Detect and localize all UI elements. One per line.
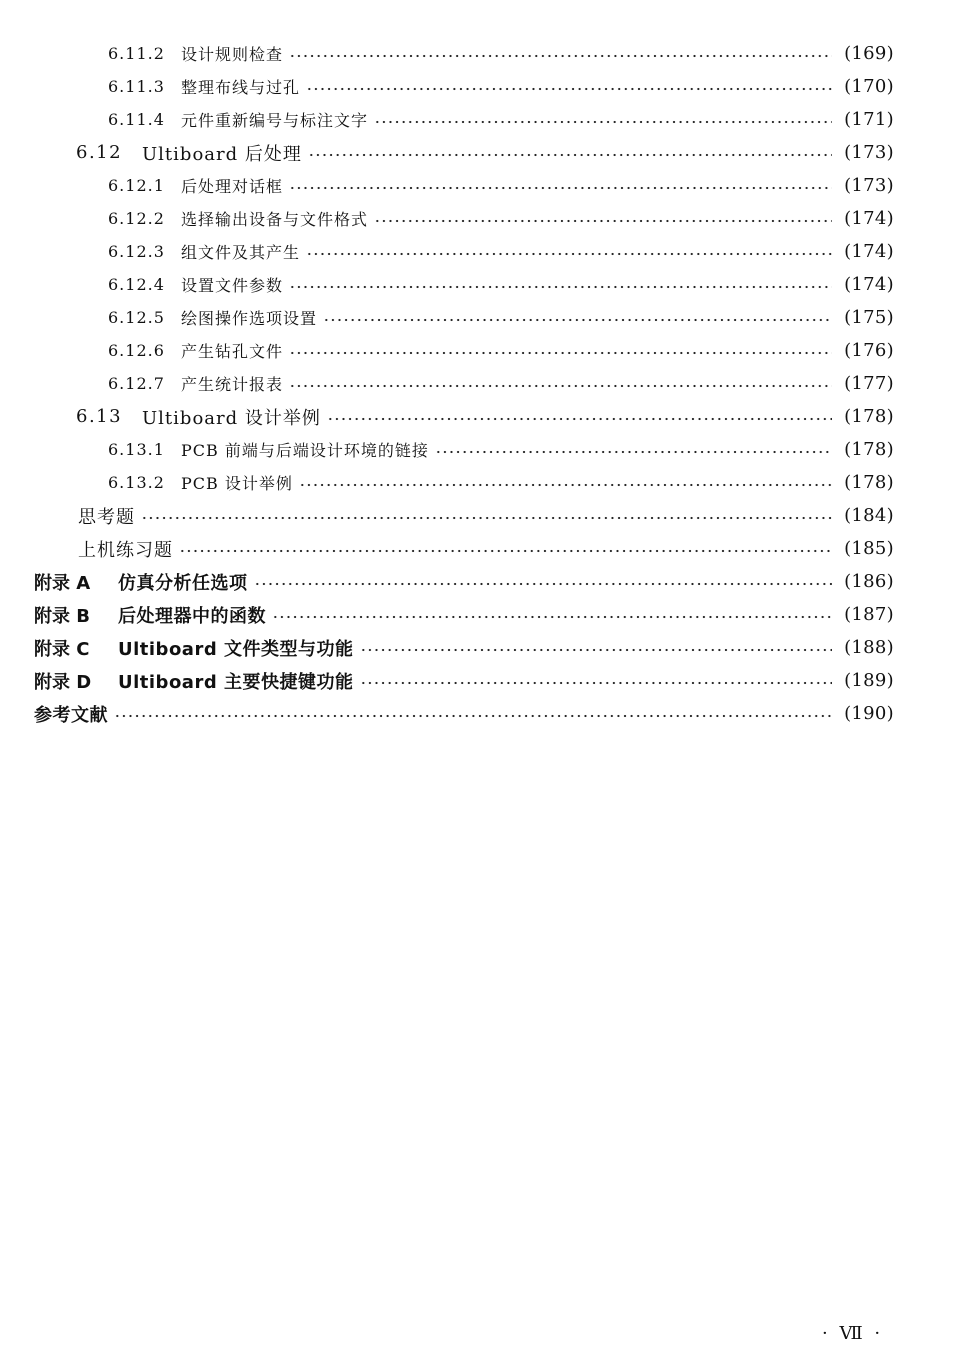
dot-leader bbox=[289, 351, 832, 355]
toc-number: 6.12.3 bbox=[108, 242, 165, 261]
toc-page-number: (176) bbox=[844, 340, 894, 361]
toc-entry-appendix-c[interactable] bbox=[0, 631, 962, 664]
toc-title: 仿真分析任选项 bbox=[118, 572, 248, 594]
toc-page-number: (178) bbox=[844, 439, 894, 460]
toc-entry-6-12-4[interactable] bbox=[0, 268, 962, 301]
toc-entry-6-12-1[interactable] bbox=[0, 169, 962, 202]
toc-title: 组文件及其产生 bbox=[181, 243, 301, 262]
toc-page-number: (175) bbox=[844, 307, 894, 328]
toc-title: 思考题 bbox=[78, 506, 135, 528]
toc-title: 设置文件参数 bbox=[181, 276, 284, 295]
toc-title: 整理布线与过孔 bbox=[181, 78, 301, 97]
toc-title: 上机练习题 bbox=[78, 539, 173, 561]
dot-leader bbox=[254, 582, 833, 586]
toc-page-number: (170) bbox=[844, 76, 894, 97]
table-of-contents bbox=[0, 37, 962, 730]
toc-number: 6.12.7 bbox=[108, 374, 165, 393]
toc-number: 6.11.4 bbox=[108, 110, 165, 129]
toc-page-number: (174) bbox=[844, 241, 894, 262]
toc-page-number: (185) bbox=[844, 538, 894, 559]
toc-entry-review-questions[interactable] bbox=[0, 499, 962, 532]
toc-title: Ultiboard 主要快捷键功能 bbox=[118, 671, 354, 693]
toc-title: 选择输出设备与文件格式 bbox=[181, 210, 369, 229]
dot-leader bbox=[327, 417, 832, 421]
toc-entry-appendix-b[interactable] bbox=[0, 598, 962, 631]
toc-page-number: (173) bbox=[844, 175, 894, 196]
dot-leader bbox=[435, 450, 832, 454]
toc-page-number: (186) bbox=[844, 571, 894, 592]
dot-leader bbox=[360, 648, 833, 652]
toc-entry-6-12[interactable] bbox=[0, 136, 962, 169]
toc-number: 6.12 bbox=[76, 142, 123, 163]
toc-title: 产生钻孔文件 bbox=[181, 342, 284, 361]
toc-entry-6-12-2[interactable] bbox=[0, 202, 962, 235]
toc-title: 后处理器中的函数 bbox=[118, 605, 266, 627]
toc-number: 6.12.1 bbox=[108, 176, 165, 195]
toc-title: Ultiboard 设计举例 bbox=[142, 407, 321, 429]
toc-number: 附录 C bbox=[34, 638, 90, 660]
toc-entry-appendix-d[interactable] bbox=[0, 664, 962, 697]
toc-page-number: (174) bbox=[844, 208, 894, 229]
toc-page-number: (189) bbox=[844, 670, 894, 691]
toc-number: 6.12.6 bbox=[108, 341, 165, 360]
toc-entry-6-11-3[interactable] bbox=[0, 70, 962, 103]
toc-entry-6-13-1[interactable] bbox=[0, 433, 962, 466]
toc-page-number: (184) bbox=[844, 505, 894, 526]
toc-entry-appendix-a[interactable] bbox=[0, 565, 962, 598]
toc-page-number: (188) bbox=[844, 637, 894, 658]
toc-entry-6-12-5[interactable] bbox=[0, 301, 962, 334]
dot-leader bbox=[289, 186, 832, 190]
toc-number: 6.11.2 bbox=[108, 44, 165, 63]
toc-entry-references[interactable] bbox=[0, 697, 962, 730]
toc-number: 6.13.1 bbox=[108, 440, 165, 459]
toc-number: 6.12.4 bbox=[108, 275, 165, 294]
toc-page-number: (171) bbox=[844, 109, 894, 130]
dot-leader bbox=[306, 87, 832, 91]
toc-entry-lab-exercises[interactable] bbox=[0, 532, 962, 565]
dot-leader bbox=[374, 120, 832, 124]
toc-page-number: (190) bbox=[844, 703, 894, 724]
toc-entry-6-11-4[interactable] bbox=[0, 103, 962, 136]
dot-leader bbox=[289, 54, 832, 58]
dot-leader bbox=[306, 252, 832, 256]
toc-number: 6.13.2 bbox=[108, 473, 165, 492]
dot-leader bbox=[374, 219, 832, 223]
dot-leader bbox=[289, 384, 832, 388]
toc-title: Ultiboard 后处理 bbox=[142, 143, 302, 165]
toc-entry-6-13-2[interactable] bbox=[0, 466, 962, 499]
toc-entry-6-12-3[interactable] bbox=[0, 235, 962, 268]
toc-entry-6-12-7[interactable] bbox=[0, 367, 962, 400]
toc-page-number: (178) bbox=[844, 472, 894, 493]
toc-page-number: (173) bbox=[844, 142, 894, 163]
dot-leader bbox=[114, 714, 832, 718]
dot-leader bbox=[360, 681, 833, 685]
toc-number: 附录 D bbox=[34, 671, 92, 693]
toc-number: 6.12.2 bbox=[108, 209, 165, 228]
toc-number: 6.13 bbox=[76, 406, 123, 427]
toc-title: 后处理对话框 bbox=[181, 177, 284, 196]
toc-page-number: (187) bbox=[844, 604, 894, 625]
dot-leader bbox=[179, 549, 832, 553]
toc-number: 附录 A bbox=[34, 572, 91, 594]
toc-number: 6.12.5 bbox=[108, 308, 165, 327]
toc-number: 6.11.3 bbox=[108, 77, 165, 96]
toc-number: 附录 B bbox=[34, 605, 90, 627]
dot-leader bbox=[289, 285, 832, 289]
dot-leader bbox=[299, 483, 832, 487]
page-folio: · Ⅶ · bbox=[822, 1323, 884, 1344]
toc-page-number: (169) bbox=[844, 43, 894, 64]
toc-entry-6-13[interactable] bbox=[0, 400, 962, 433]
toc-entry-6-12-6[interactable] bbox=[0, 334, 962, 367]
toc-page-number: (178) bbox=[844, 406, 894, 427]
toc-title: PCB 前端与后端设计环境的链接 bbox=[181, 441, 429, 460]
toc-title: 元件重新编号与标注文字 bbox=[181, 111, 369, 130]
dot-leader bbox=[272, 615, 832, 619]
dot-leader bbox=[308, 153, 832, 157]
toc-page-number: (174) bbox=[844, 274, 894, 295]
toc-title: 设计规则检查 bbox=[181, 45, 284, 64]
dot-leader bbox=[323, 318, 832, 322]
toc-title: Ultiboard 文件类型与功能 bbox=[118, 638, 354, 660]
dot-leader bbox=[141, 516, 832, 520]
toc-title: 产生统计报表 bbox=[181, 375, 284, 394]
toc-title: 参考文献 bbox=[34, 704, 108, 726]
toc-title: PCB 设计举例 bbox=[181, 474, 293, 493]
toc-entry-6-11-2[interactable] bbox=[0, 37, 962, 70]
toc-title: 绘图操作选项设置 bbox=[181, 309, 318, 328]
toc-page-number: (177) bbox=[844, 373, 894, 394]
